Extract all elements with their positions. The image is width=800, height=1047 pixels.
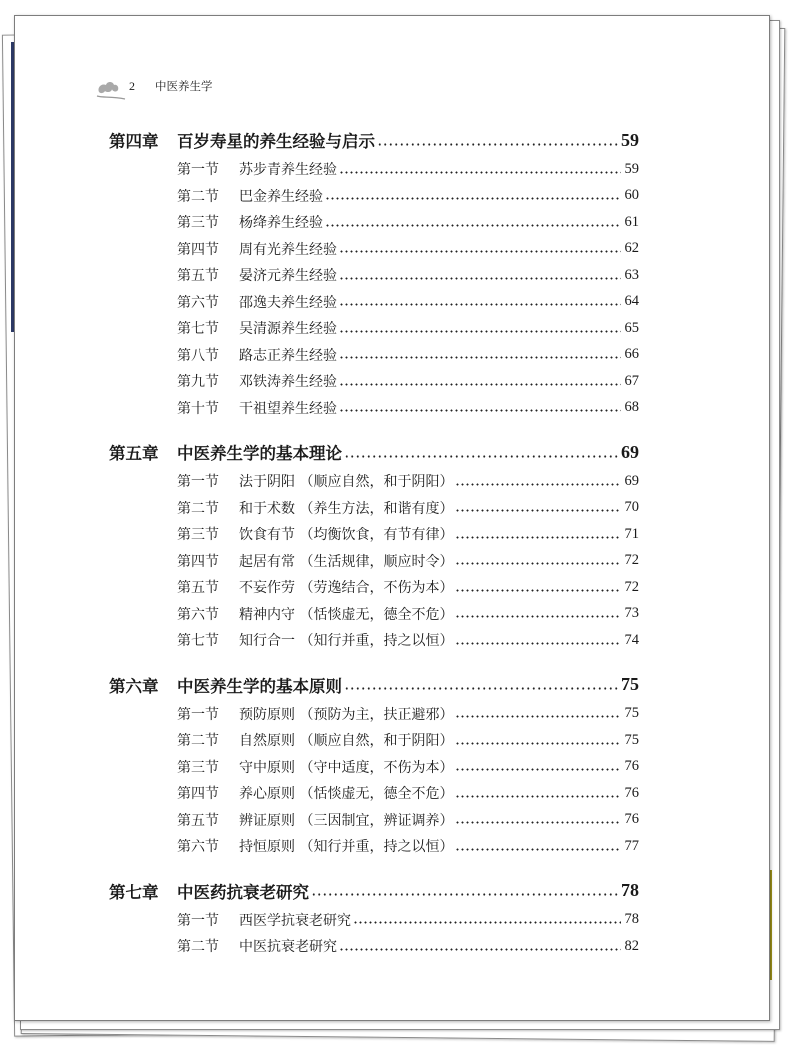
section-page: 76 xyxy=(624,784,639,801)
section-label: 第四节 xyxy=(177,553,219,570)
chapter xyxy=(109,436,639,654)
section-entry[interactable] xyxy=(109,807,639,834)
chapter-entry[interactable] xyxy=(109,436,639,468)
dot-leader xyxy=(325,197,621,200)
section-page: 63 xyxy=(624,266,639,283)
chapter-entry[interactable] xyxy=(109,875,639,907)
section-entry[interactable] xyxy=(109,183,639,210)
section-entry[interactable] xyxy=(109,727,639,754)
section-page: 74 xyxy=(624,631,639,648)
section-title: 杨绛养生经验 xyxy=(239,215,323,232)
section-page: 76 xyxy=(624,811,639,828)
section-entry[interactable] xyxy=(109,315,639,342)
section-entry[interactable] xyxy=(109,289,639,316)
section-title: 周有光养生经验 xyxy=(239,241,337,258)
chapter-page: 59 xyxy=(621,129,639,150)
section-entry[interactable] xyxy=(109,262,639,289)
section-entry[interactable] xyxy=(109,342,639,369)
section-page: 73 xyxy=(624,605,639,622)
section-entry[interactable] xyxy=(109,701,639,728)
section-page: 77 xyxy=(624,837,639,854)
section-label: 第六节 xyxy=(177,839,219,856)
dot-leader xyxy=(325,224,621,227)
book-title: 中医养生学 xyxy=(155,79,213,93)
section-title: 巴金养生经验 xyxy=(239,188,323,205)
section-entry[interactable] xyxy=(109,156,639,183)
section-label: 第三节 xyxy=(177,215,219,232)
section-entry[interactable] xyxy=(109,780,639,807)
section-page: 64 xyxy=(624,293,639,310)
chapter-label: 第五章 xyxy=(109,444,159,463)
section-label: 第五节 xyxy=(177,268,219,285)
dot-leader xyxy=(455,768,621,771)
section-title: 晏济元养生经验 xyxy=(239,268,337,285)
section-title: 预防原则 （预防为主，扶正避邪） xyxy=(239,706,454,723)
section-label: 第五节 xyxy=(177,812,219,829)
section-title: 养心原则 （恬惔虚无，德全不危） xyxy=(239,786,454,803)
auspicious-cloud-icon xyxy=(95,78,127,102)
section-page: 62 xyxy=(624,240,639,257)
section-entry[interactable] xyxy=(109,395,639,422)
section-label: 第七节 xyxy=(177,321,219,338)
section-label: 第六节 xyxy=(177,606,219,623)
chapter-page: 78 xyxy=(621,880,639,900)
running-header xyxy=(95,78,213,102)
section-label: 第一节 xyxy=(177,162,219,179)
dot-leader xyxy=(455,536,621,539)
section-title: 精神内守 （恬惔虚无，德全不危） xyxy=(239,606,454,623)
dot-leader xyxy=(339,277,621,280)
section-page: 65 xyxy=(624,319,639,336)
dot-leader xyxy=(455,509,621,512)
table-of-contents xyxy=(109,124,639,960)
section-page: 67 xyxy=(624,372,639,389)
section-label: 第四节 xyxy=(177,786,219,803)
dot-leader xyxy=(344,455,619,458)
chapter-title: 中医养生学的基本原则 xyxy=(177,676,342,696)
section-entry[interactable] xyxy=(109,833,639,860)
dot-leader xyxy=(455,848,621,851)
chapter-title: 中医养生学的基本理论 xyxy=(177,444,342,463)
section-label: 第八节 xyxy=(177,347,219,364)
section-page: 75 xyxy=(624,731,639,748)
chapter xyxy=(109,669,639,860)
chapter-page: 75 xyxy=(621,674,639,694)
section-label: 第六节 xyxy=(177,294,219,311)
section-title: 邵逸夫养生经验 xyxy=(239,294,337,311)
dot-leader xyxy=(339,356,621,359)
section-page: 76 xyxy=(624,758,639,775)
section-page: 75 xyxy=(624,705,639,722)
section-title: 自然原则 （顺应自然，和于阴阳） xyxy=(239,733,454,750)
chapter-title: 百岁寿星的养生经验与启示 xyxy=(177,132,375,151)
dot-leader xyxy=(455,483,621,486)
section-title: 知行合一 （知行并重，持之以恒） xyxy=(239,633,454,650)
section-title: 吴清源养生经验 xyxy=(239,321,337,338)
section-title: 持恒原则 （知行并重，持之以恒） xyxy=(239,839,454,856)
dot-leader xyxy=(455,642,621,645)
section-entry[interactable] xyxy=(109,495,639,522)
dot-leader xyxy=(339,948,621,951)
section-entry[interactable] xyxy=(109,236,639,263)
section-entry[interactable] xyxy=(109,627,639,654)
chapter-label: 第四章 xyxy=(109,132,159,151)
chapter-entry[interactable] xyxy=(109,669,639,701)
section-page: 61 xyxy=(624,213,639,230)
section-label: 第三节 xyxy=(177,759,219,776)
section-entry[interactable] xyxy=(109,574,639,601)
dot-leader xyxy=(455,821,621,824)
section-label: 第七节 xyxy=(177,633,219,650)
dot-leader xyxy=(455,742,621,745)
section-title: 不妄作劳 （劳逸结合，不伤为本） xyxy=(239,580,454,597)
section-title: 法于阴阳 （顺应自然，和于阴阳） xyxy=(239,474,454,491)
section-label: 第二节 xyxy=(177,188,219,205)
chapter-entry[interactable] xyxy=(109,124,639,156)
section-title: 中医抗衰老研究 xyxy=(239,939,337,956)
dot-leader xyxy=(339,409,621,412)
section-page: 82 xyxy=(624,937,639,954)
dot-leader xyxy=(339,330,621,333)
section-title: 饮食有节 （均衡饮食，有节有律） xyxy=(239,527,454,544)
section-title: 路志正养生经验 xyxy=(239,347,337,364)
section-label: 第二节 xyxy=(177,500,219,517)
dot-leader xyxy=(455,562,621,565)
dot-leader xyxy=(455,589,621,592)
section-title: 守中原则 （守中适度，不伤为本） xyxy=(239,759,454,776)
section-label: 第二节 xyxy=(177,733,219,750)
section-entry[interactable] xyxy=(109,548,639,575)
chapter-page: 69 xyxy=(621,441,639,462)
section-title: 苏步青养生经验 xyxy=(239,162,337,179)
section-title: 起居有常 （生活规律，顺应时令） xyxy=(239,553,454,570)
section-page: 69 xyxy=(624,472,639,489)
dot-leader xyxy=(455,795,621,798)
section-entry[interactable] xyxy=(109,754,639,781)
section-page: 78 xyxy=(624,911,639,928)
dot-leader xyxy=(353,921,621,924)
section-label: 第九节 xyxy=(177,374,219,391)
dot-leader xyxy=(339,303,621,306)
section-page: 72 xyxy=(624,552,639,569)
section-page: 59 xyxy=(624,160,639,177)
dot-leader xyxy=(455,715,621,718)
section-title: 干祖望养生经验 xyxy=(239,400,337,417)
section-title: 辨证原则 （三因制宜，辨证调养） xyxy=(239,812,454,829)
section-entry[interactable] xyxy=(109,368,639,395)
dot-leader xyxy=(339,250,621,253)
section-label: 第三节 xyxy=(177,527,219,544)
section-page: 71 xyxy=(624,525,639,542)
section-label: 第十节 xyxy=(177,400,219,417)
dot-leader xyxy=(339,383,621,386)
section-entry[interactable] xyxy=(109,209,639,236)
chapter-label: 第七章 xyxy=(109,882,159,902)
chapter-label: 第六章 xyxy=(109,676,159,696)
section-page: 70 xyxy=(624,499,639,516)
section-entry[interactable] xyxy=(109,601,639,628)
dot-leader xyxy=(377,143,619,146)
section-title: 邓铁涛养生经验 xyxy=(239,374,337,391)
section-title: 西医学抗衰老研究 xyxy=(239,912,351,929)
section-label: 第二节 xyxy=(177,939,219,956)
section-page: 68 xyxy=(624,399,639,416)
section-label: 第一节 xyxy=(177,706,219,723)
page xyxy=(14,15,770,1021)
dot-leader xyxy=(344,687,619,690)
page-number: 2 xyxy=(129,78,135,93)
section-entry[interactable] xyxy=(109,521,639,548)
dot-leader xyxy=(455,615,621,618)
section-title: 和于术数 （养生方法，和谐有度） xyxy=(239,500,454,517)
section-entry[interactable] xyxy=(109,907,639,934)
chapter xyxy=(109,124,639,421)
chapter-title: 中医药抗衰老研究 xyxy=(177,882,309,902)
dot-leader xyxy=(311,893,619,896)
section-label: 第五节 xyxy=(177,580,219,597)
section-entry[interactable] xyxy=(109,933,639,960)
section-entry[interactable] xyxy=(109,468,639,495)
section-page: 60 xyxy=(624,187,639,204)
section-label: 第四节 xyxy=(177,241,219,258)
chapter xyxy=(109,875,639,960)
section-page: 72 xyxy=(624,578,639,595)
section-label: 第一节 xyxy=(177,912,219,929)
section-label: 第一节 xyxy=(177,474,219,491)
section-page: 66 xyxy=(624,346,639,363)
dot-leader xyxy=(339,171,621,174)
